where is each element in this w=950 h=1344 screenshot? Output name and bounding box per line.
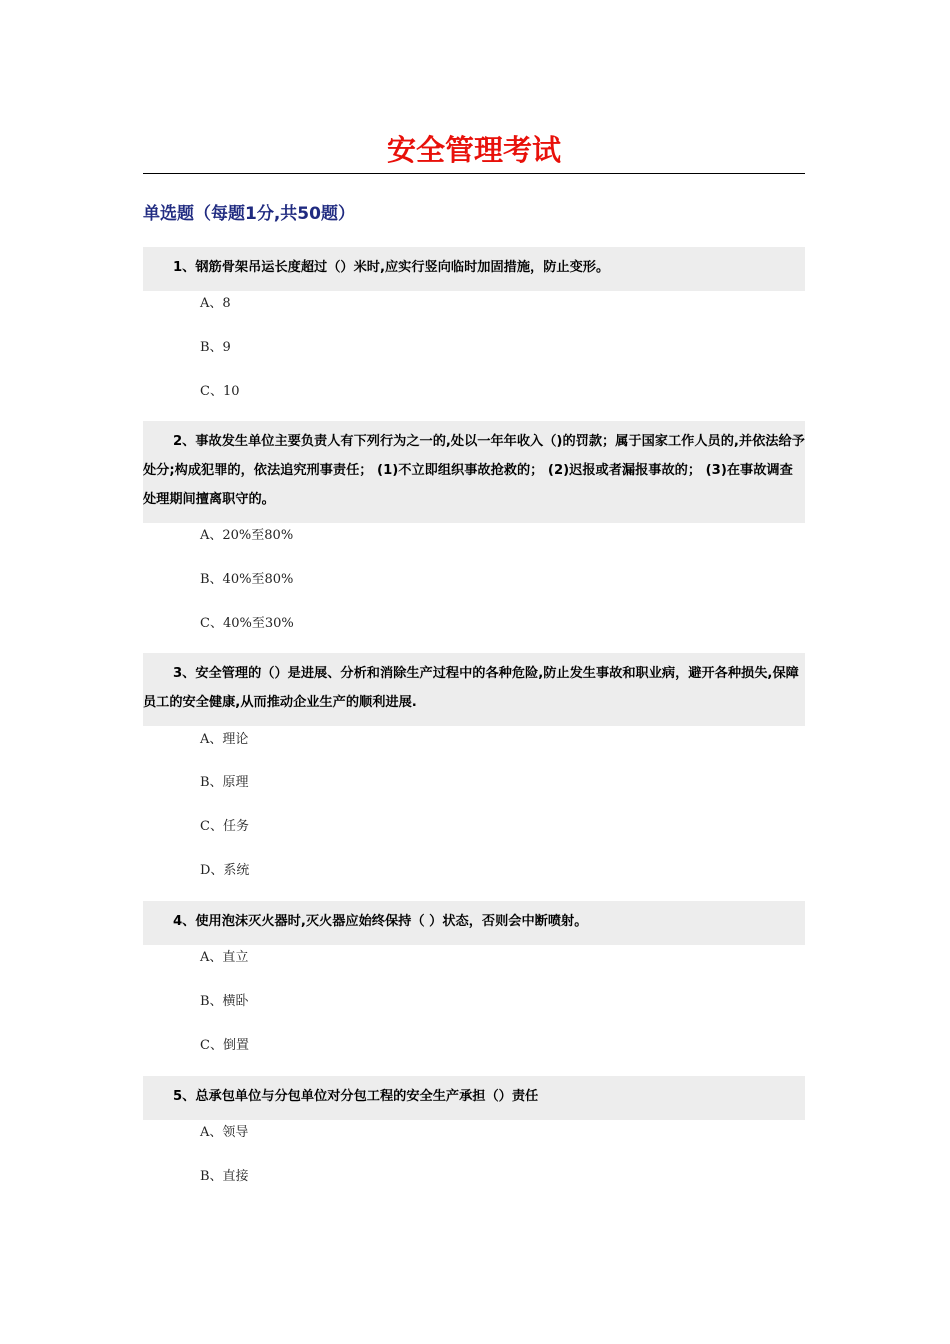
q5-option-b[interactable]: B、直接 xyxy=(200,1169,249,1184)
q2-option-c[interactable]: C、40%至30% xyxy=(200,616,294,631)
section-heading: 单选题（每题1分,共50题） xyxy=(143,204,355,224)
q1-option-a[interactable]: A、8 xyxy=(200,296,231,311)
q5-option-a[interactable]: A、领导 xyxy=(200,1125,249,1140)
q3-option-a[interactable]: A、理论 xyxy=(200,732,249,747)
q1-option-b[interactable]: B、9 xyxy=(200,340,231,355)
q3-option-c[interactable]: C、任务 xyxy=(200,819,249,834)
q3-option-b[interactable]: B、原理 xyxy=(200,775,249,790)
question-1: 1、钢筋骨架吊运长度超过（）米时,应实行竖向临时加固措施，防止变形。 xyxy=(143,247,805,291)
title-divider xyxy=(143,173,805,174)
q4-option-a[interactable]: A、直立 xyxy=(200,950,249,965)
page-title: 安全管理考试 xyxy=(386,133,561,167)
q2-option-a[interactable]: A、20%至80% xyxy=(200,528,294,543)
q4-option-b[interactable]: B、横卧 xyxy=(200,994,249,1009)
q4-option-c[interactable]: C、倒置 xyxy=(200,1038,249,1053)
q1-option-c[interactable]: C、10 xyxy=(200,384,240,399)
question-4: 4、使用泡沫灭火器时,灭火器应始终保持（ ）状态，否则会中断喷射。 xyxy=(143,901,805,945)
q3-option-d[interactable]: D、系统 xyxy=(200,863,250,878)
question-5: 5、总承包单位与分包单位对分包工程的安全生产承担（）责任 xyxy=(143,1076,805,1120)
question-2: 2、事故发生单位主要负责人有下列行为之一的,处以一年年收入（)的罚款；属于国家工作人员的,并依法给予处分;构成犯罪的，依法追究刑事责任； (1)不立即组织事故抢救的； (2)迟报或者漏报事故的； (3)在事故调查处理期间擅离职守的。 xyxy=(143,421,805,523)
q2-option-b[interactable]: B、40%至80% xyxy=(200,572,294,587)
question-3: 3、安全管理的（）是进展、分析和消除生产过程中的各种危险,防止发生事故和职业病，避开各种损失,保障员工的安全健康,从而推动企业生产的顺利进展. xyxy=(143,653,805,726)
